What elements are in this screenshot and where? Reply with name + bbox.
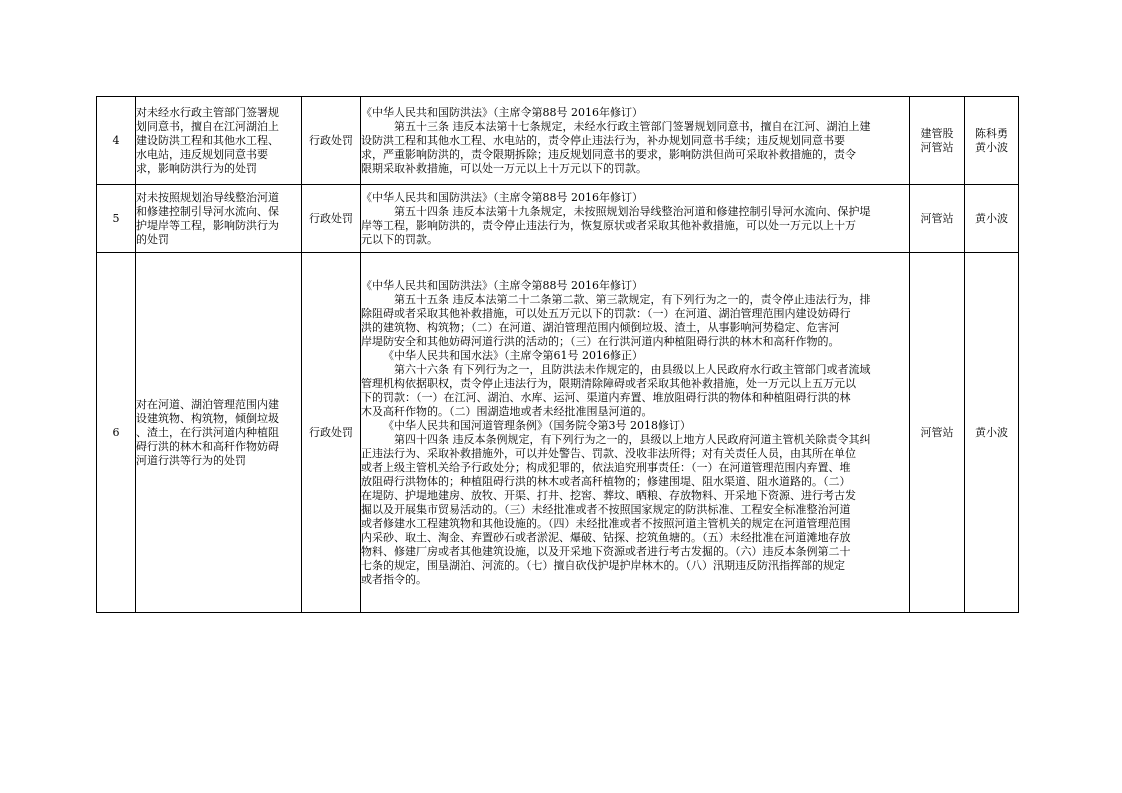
basis-line: 管理机构依据职权，责令停止违法行为，限期清除障碍或者采取其他补救措施，处一万元以上五万元以 bbox=[361, 376, 856, 390]
basis-line: 《中华人民共和国防洪法》（主席令第88号 2016年修订） bbox=[361, 190, 643, 204]
item-line: 碍行洪的林木和高秆作物妨碍 bbox=[136, 439, 279, 453]
basis-line: 或者指令的。 bbox=[361, 572, 427, 586]
basis-line: 物料、修建厂房或者其他建筑设施，以及开采地下资源或者进行考古发掘的。（六）违反本条例第二十 bbox=[361, 544, 851, 558]
responsible-person bbox=[965, 253, 1019, 613]
item-line: 对未经水行政主管部门签署规 bbox=[136, 105, 279, 119]
item-line: 护堤岸等工程，影响防洪行为 bbox=[136, 218, 279, 232]
item-line: 对在河道、湖泊管理范围内建 bbox=[136, 397, 279, 411]
responsible-person bbox=[965, 97, 1019, 185]
basis-line: 下的罚款：（一）在江河、湖泊、水库、运河、渠道内弃置、堆放阻碍行洪的物体和种植阻碍行洪的林 bbox=[361, 390, 851, 404]
item-line: 设建筑物、构筑物，倾倒垃圾 bbox=[136, 411, 279, 425]
basis-line: 第五十五条 违反本法第二十二条第二款、第三款规定，有下列行为之一的，责令停止违法行为，排 bbox=[394, 292, 871, 306]
table-row bbox=[97, 97, 1019, 185]
item-name bbox=[136, 97, 302, 185]
item-line: 水电站，违反规划同意书要 bbox=[136, 147, 268, 161]
item-line: 对未按照规划治导线整治河道 bbox=[136, 190, 279, 204]
basis-line: 岸堤防安全和其他妨碍河道行洪的活动的；（三）在行洪河道内种植阻碍行洪的林木和高秆作物的。 bbox=[361, 334, 840, 348]
row-number: 5 bbox=[97, 185, 136, 253]
unit-line: 河管站 bbox=[920, 140, 954, 154]
basis-line: 洪的建筑物、构筑物；（二）在河道、湖泊管理范围内倾倒垃圾、渣土，从事影响河势稳定、危害河 bbox=[361, 320, 840, 334]
basis-line: 七条的规定，围垦湖泊、河流的。（七）擅自砍伐护堤护岸林木的。（八）汛期违反防汛指挥部的规定 bbox=[361, 558, 845, 572]
action-type: 行政处罚 bbox=[302, 185, 361, 253]
basis-line: 掘以及开展集市贸易活动的。（三）未经批准或者不按照国家规定的防洪标准、工程安全标准整治河道 bbox=[361, 502, 851, 516]
item-line: 、渣土，在行洪河道内种植阻 bbox=[136, 425, 279, 439]
responsible-unit bbox=[910, 97, 965, 185]
basis-line: 第五十四条 违反本法第十九条规定，未按照规划治导线整治河道和修建控制引导河水流向、保护堤 bbox=[394, 204, 871, 218]
basis-line: 第六十六条 有下列行为之一，且防洪法未作规定的，由县级以上人民政府水行政主管部门或者流域 bbox=[394, 362, 871, 376]
unit-line: 河管站 bbox=[920, 211, 954, 225]
legal-basis bbox=[361, 253, 910, 613]
basis-line: 《中华人民共和国防洪法》（主席令第88号 2016年修订） bbox=[361, 105, 643, 119]
table-row bbox=[97, 253, 1019, 613]
person-line: 黄小波 bbox=[975, 425, 1008, 439]
unit-line: 建管股 bbox=[920, 126, 954, 140]
item-line: 和修建控制引导河水流向、保 bbox=[136, 204, 279, 218]
basis-line: 设防洪工程和其他水工程、水电站的，责令停止违法行为，补办规划同意书手续；违反规划同意书要 bbox=[361, 133, 845, 147]
item-name bbox=[136, 253, 302, 613]
enforcement-items-table bbox=[96, 96, 1019, 613]
row-number: 6 bbox=[97, 253, 136, 613]
basis-line: 限期采取补救措施，可以处一万元以上十万元以下的罚款。 bbox=[361, 161, 647, 175]
item-line: 建设防洪工程和其他水工程、 bbox=[136, 133, 279, 147]
basis-line: 《中华人民共和国水法》（主席令第61号 2016修正） bbox=[383, 348, 643, 362]
basis-line: 或者修建水工程建筑物和其他设施的。（四）未经批准或者不按照河道主管机关的规定在河道管理范围 bbox=[361, 516, 851, 530]
basis-line: 元以下的罚款。 bbox=[361, 232, 438, 246]
legal-basis bbox=[361, 97, 910, 185]
basis-line: 第四十四条 违反本条例规定，有下列行为之一的，县级以上地方人民政府河道主管机关除责令其纠 bbox=[394, 432, 871, 446]
item-line: 河道行洪等行为的处罚 bbox=[136, 453, 246, 467]
basis-line: 岸等工程，影响防洪的，责令停止违法行为，恢复原状或者采取其他补救措施，可以处一万元以上十万 bbox=[361, 218, 856, 232]
person-line: 陈科勇 bbox=[975, 126, 1008, 140]
basis-line: 《中华人民共和国河道管理条例》（国务院令第3号 2018修订） bbox=[383, 418, 691, 432]
basis-line: 《中华人民共和国防洪法》（主席令第88号 2016年修订） bbox=[361, 278, 643, 292]
basis-line: 放阻碍行洪物体的；种植阻碍行洪的林木或者高秆植物的；修建围堤、阻水渠道、阻水道路的。（二） bbox=[361, 474, 851, 488]
responsible-person bbox=[965, 185, 1019, 253]
row-number: 4 bbox=[97, 97, 136, 185]
responsible-unit bbox=[910, 185, 965, 253]
item-line: 的处罚 bbox=[136, 232, 169, 246]
action-type: 行政处罚 bbox=[302, 253, 361, 613]
basis-line: 求，严重影响防洪的，责令限期拆除；违反规划同意书的要求，影响防洪但尚可采取补救措施的，责令 bbox=[361, 147, 856, 161]
item-line: 求，影响防洪行为的处罚 bbox=[136, 161, 257, 175]
responsible-unit bbox=[910, 253, 965, 613]
basis-line: 第五十三条 违反本法第十七条规定，未经水行政主管部门签署规划同意书，擅自在江河、湖泊上建 bbox=[394, 119, 871, 133]
item-line: 划同意书，擅自在江河湖泊上 bbox=[136, 119, 279, 133]
basis-line: 内采砂、取土、淘金、弃置砂石或者淤泥、爆破、钻探、挖筑鱼塘的。（五）未经批准在河道滩地存放 bbox=[361, 530, 851, 544]
basis-line: 除阻碍或者采取其他补救措施，可以处五万元以下的罚款：（一）在河道、湖泊管理范围内建设妨碍行 bbox=[361, 306, 851, 320]
basis-line: 或者上级主管机关给予行政处分；构成犯罪的，依法追究刑事责任：（一）在河道管理范围内弃置、堆 bbox=[361, 460, 851, 474]
basis-line: 在堤防、护堤地建房、放牧、开渠、打井、挖窖、葬坟、晒粮、存放物料、开采地下资源、进行考古发 bbox=[361, 488, 856, 502]
person-line: 黄小波 bbox=[975, 140, 1008, 154]
item-name bbox=[136, 185, 302, 253]
person-line: 黄小波 bbox=[975, 211, 1008, 225]
action-type: 行政处罚 bbox=[302, 97, 361, 185]
legal-basis bbox=[361, 185, 910, 253]
basis-line: 木及高秆作物的。（二）围湖造地或者未经批准围垦河道的。 bbox=[361, 404, 653, 418]
basis-line: 正违法行为、采取补救措施外，可以并处警告、罚款、没收非法所得；对有关责任人员，由其所在单位 bbox=[361, 446, 856, 460]
table-row bbox=[97, 185, 1019, 253]
unit-line: 河管站 bbox=[920, 425, 954, 439]
